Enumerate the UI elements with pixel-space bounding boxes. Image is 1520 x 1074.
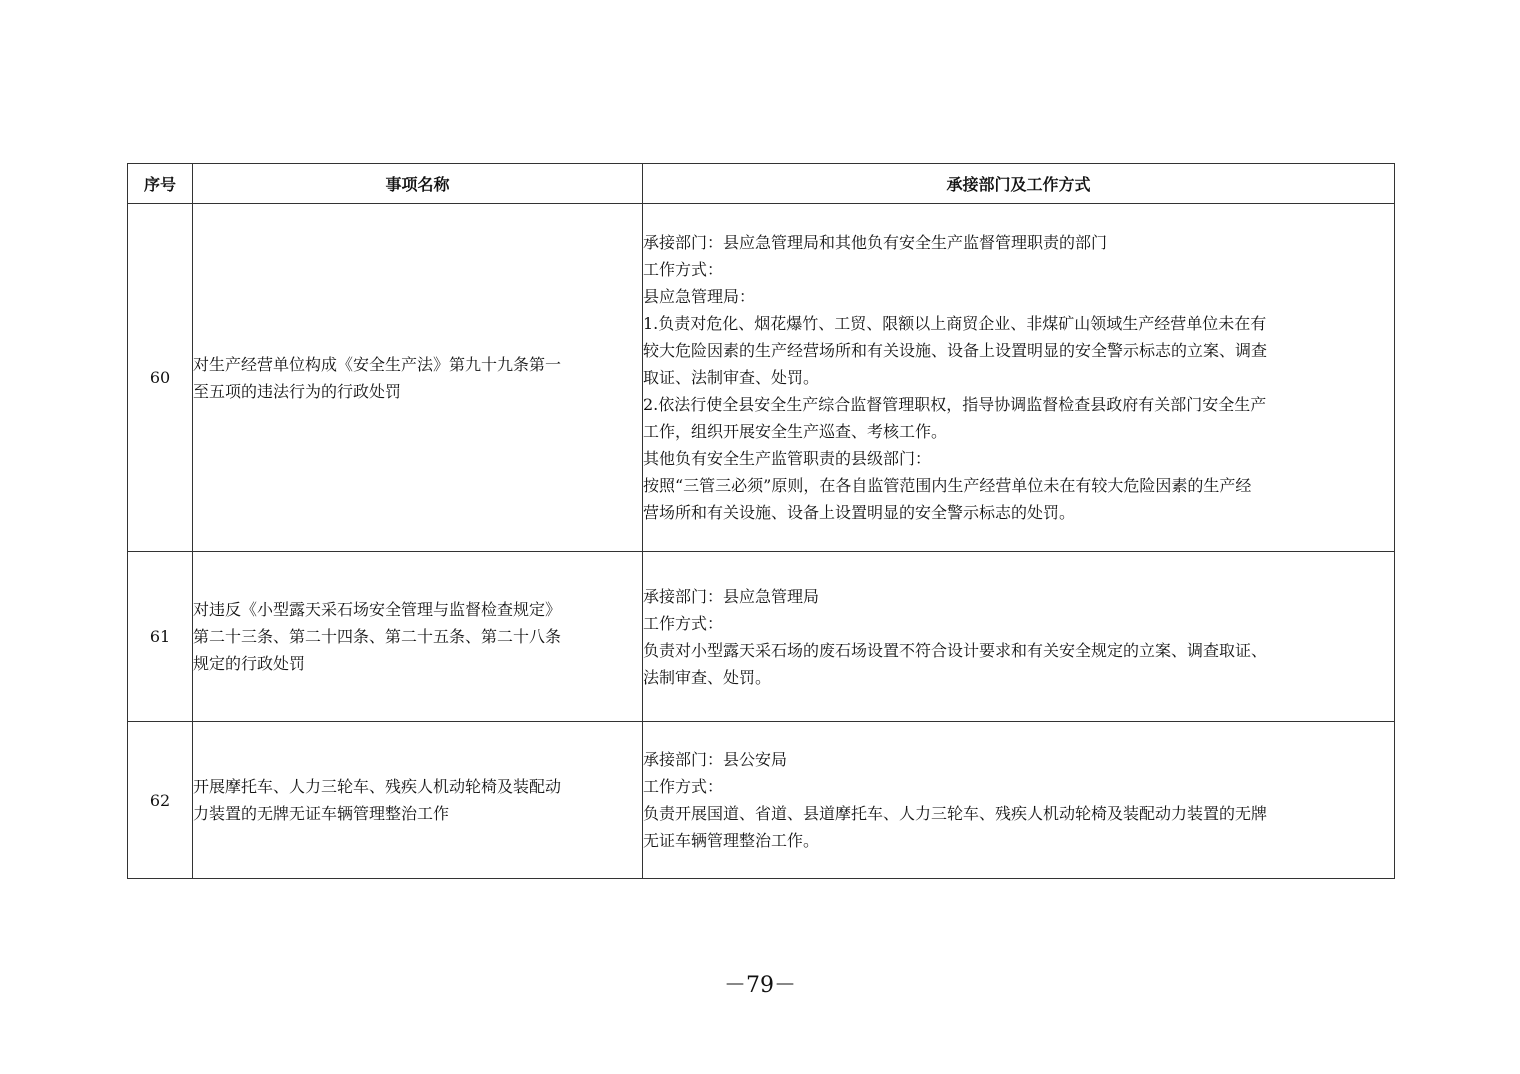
dept-line: 无证车辆管理整治工作。	[643, 831, 820, 850]
header-no: 序号	[128, 164, 193, 204]
table-row	[128, 722, 1395, 879]
item-name	[193, 722, 643, 879]
dept-line: 工作，组织开展安全生产巡查、考核工作。	[643, 422, 948, 441]
item-number: 60	[128, 204, 193, 552]
item-name-line: 对生产经营单位构成《安全生产法》第九十九条第一	[193, 354, 562, 374]
table-row	[128, 552, 1395, 722]
item-name-line: 第二十三条、第二十四条、第二十五条、第二十八条	[193, 627, 562, 646]
table-row	[128, 204, 1395, 552]
item-name-line: 力装置的无牌无证车辆管理整治工作	[193, 804, 450, 823]
dept-line: 负责对小型露天采石场的废石场设置不符合设计要求和有关安全规定的立案、调查取证、	[643, 640, 1268, 660]
item-name-line: 对违反《小型露天采石场安全管理与监督检查规定》	[193, 600, 562, 619]
header-row	[128, 164, 1395, 204]
dept-line: 营场所和有关设施、设备上设置明显的安全警示标志的处罚。	[643, 503, 1076, 522]
page-number: －79－	[724, 973, 796, 998]
dept-line: 承接部门：县应急管理局	[643, 586, 820, 606]
dept-line: 县应急管理局：	[643, 287, 756, 306]
dept-line: 其他负有安全生产监管职责的县级部门：	[643, 449, 932, 468]
item-name	[193, 552, 643, 722]
item-number: 62	[128, 722, 193, 879]
dept-line: 法制审查、处罚。	[643, 667, 772, 687]
dept-line: 承接部门：县公安局	[643, 750, 788, 769]
header-dept: 承接部门及工作方式	[643, 164, 1395, 204]
header-name: 事项名称	[193, 164, 643, 204]
item-name-line: 开展摩托车、人力三轮车、残疾人机动轮椅及装配动	[193, 777, 562, 796]
dept-line: 负责开展国道、省道、县道摩托车、人力三轮车、残疾人机动轮椅及装配动力装置的无牌	[643, 804, 1268, 823]
item-name	[193, 204, 643, 552]
dept-line: 取证、法制审查、处罚。	[643, 368, 820, 387]
dept-line: 承接部门：县应急管理局和其他负有安全生产监督管理职责的部门	[643, 233, 1108, 252]
dept-line: 较大危险因素的生产经营场所和有关设施、设备上设置明显的安全警示标志的立案、调查	[643, 341, 1268, 360]
dept-line: 2.依法行使全县安全生产综合监督管理职权，指导协调监督检查县政府有关部门安全生产	[643, 395, 1267, 414]
dept-line: 按照“三管三必须”原则，在各自监管范围内生产经营单位未在有较大危险因素的生产经	[643, 476, 1252, 495]
item-dept-method	[643, 552, 1395, 722]
item-dept-method	[643, 722, 1395, 879]
dept-line: 工作方式：	[643, 260, 724, 279]
item-number: 61	[128, 552, 193, 722]
dept-line: 1.负责对危化、烟花爆竹、工贸、限额以上商贸企业、非煤矿山领域生产经营单位未在有	[643, 314, 1267, 333]
dept-line: 工作方式：	[643, 613, 724, 633]
dept-line: 工作方式：	[643, 777, 724, 796]
item-dept-method	[643, 204, 1395, 552]
item-name-line: 至五项的违法行为的行政处罚	[193, 381, 402, 401]
item-name-line: 规定的行政处罚	[193, 654, 306, 673]
items-table	[127, 163, 1395, 879]
